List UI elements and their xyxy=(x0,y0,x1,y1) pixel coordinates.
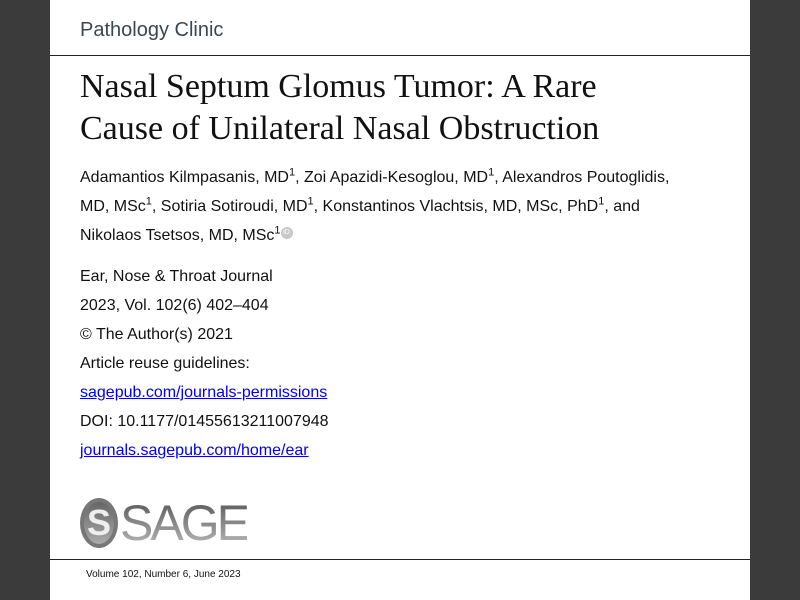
affiliation-sup: 1 xyxy=(274,224,281,237)
header-divider xyxy=(50,55,750,56)
author-name: Sotiria Sotiroudi, MD xyxy=(160,198,308,215)
author-name: Adamantios Kilmpasanis, MD xyxy=(80,169,289,186)
footer-divider xyxy=(50,559,750,560)
author-separator: , xyxy=(494,169,503,186)
author-name: Konstantinos Vlachtsis, MD, MSc, PhD xyxy=(322,198,599,215)
sage-logo-text: SAGE xyxy=(120,495,247,551)
author-list xyxy=(80,163,700,250)
article-meta xyxy=(80,262,329,465)
journal-home-link[interactable]: journals.sagepub.com/home/ear xyxy=(80,442,309,459)
doi: DOI: 10.1177/01455613211007948 xyxy=(80,413,329,430)
author-name: Nikolaos Tsetsos, MD, MSc xyxy=(80,227,275,244)
author-separator: , xyxy=(313,198,323,215)
author-name: Alexandros Poutoglidis, MD, MSc xyxy=(80,169,670,215)
section-label: Pathology Clinic xyxy=(80,19,224,41)
author-name: Zoi Apazidi-Kesoglou, MD xyxy=(303,169,489,186)
affiliation-sup: 1 xyxy=(307,195,314,208)
sage-logo xyxy=(80,495,247,551)
footer-issue: Volume 102, Number 6, June 2023 xyxy=(86,569,241,580)
sage-logo-mark: S xyxy=(80,498,118,548)
title-line: Nasal Septum Glomus Tumor: A Rare xyxy=(80,68,597,105)
author-separator: , xyxy=(295,169,304,186)
author-separator: , xyxy=(151,198,161,215)
author-separator: , and xyxy=(604,198,640,215)
journal-name: Ear, Nose & Throat Journal xyxy=(80,268,273,285)
title-line: Cause of Unilateral Nasal Obstruction xyxy=(80,110,600,147)
volume-info: 2023, Vol. 102(6) 402–404 xyxy=(80,297,269,314)
copyright: © The Author(s) 2021 xyxy=(80,326,233,343)
document-page xyxy=(50,0,750,600)
article-title xyxy=(80,66,740,150)
orcid-icon[interactable]: iD xyxy=(281,227,293,239)
affiliation-sup: 1 xyxy=(145,195,152,208)
affiliation-sup: 1 xyxy=(488,166,495,179)
reuse-label: Article reuse guidelines: xyxy=(80,355,250,372)
affiliation-sup: 1 xyxy=(288,166,296,179)
permissions-link[interactable]: sagepub.com/journals-permissions xyxy=(80,384,328,401)
affiliation-sup: 1 xyxy=(598,195,605,208)
